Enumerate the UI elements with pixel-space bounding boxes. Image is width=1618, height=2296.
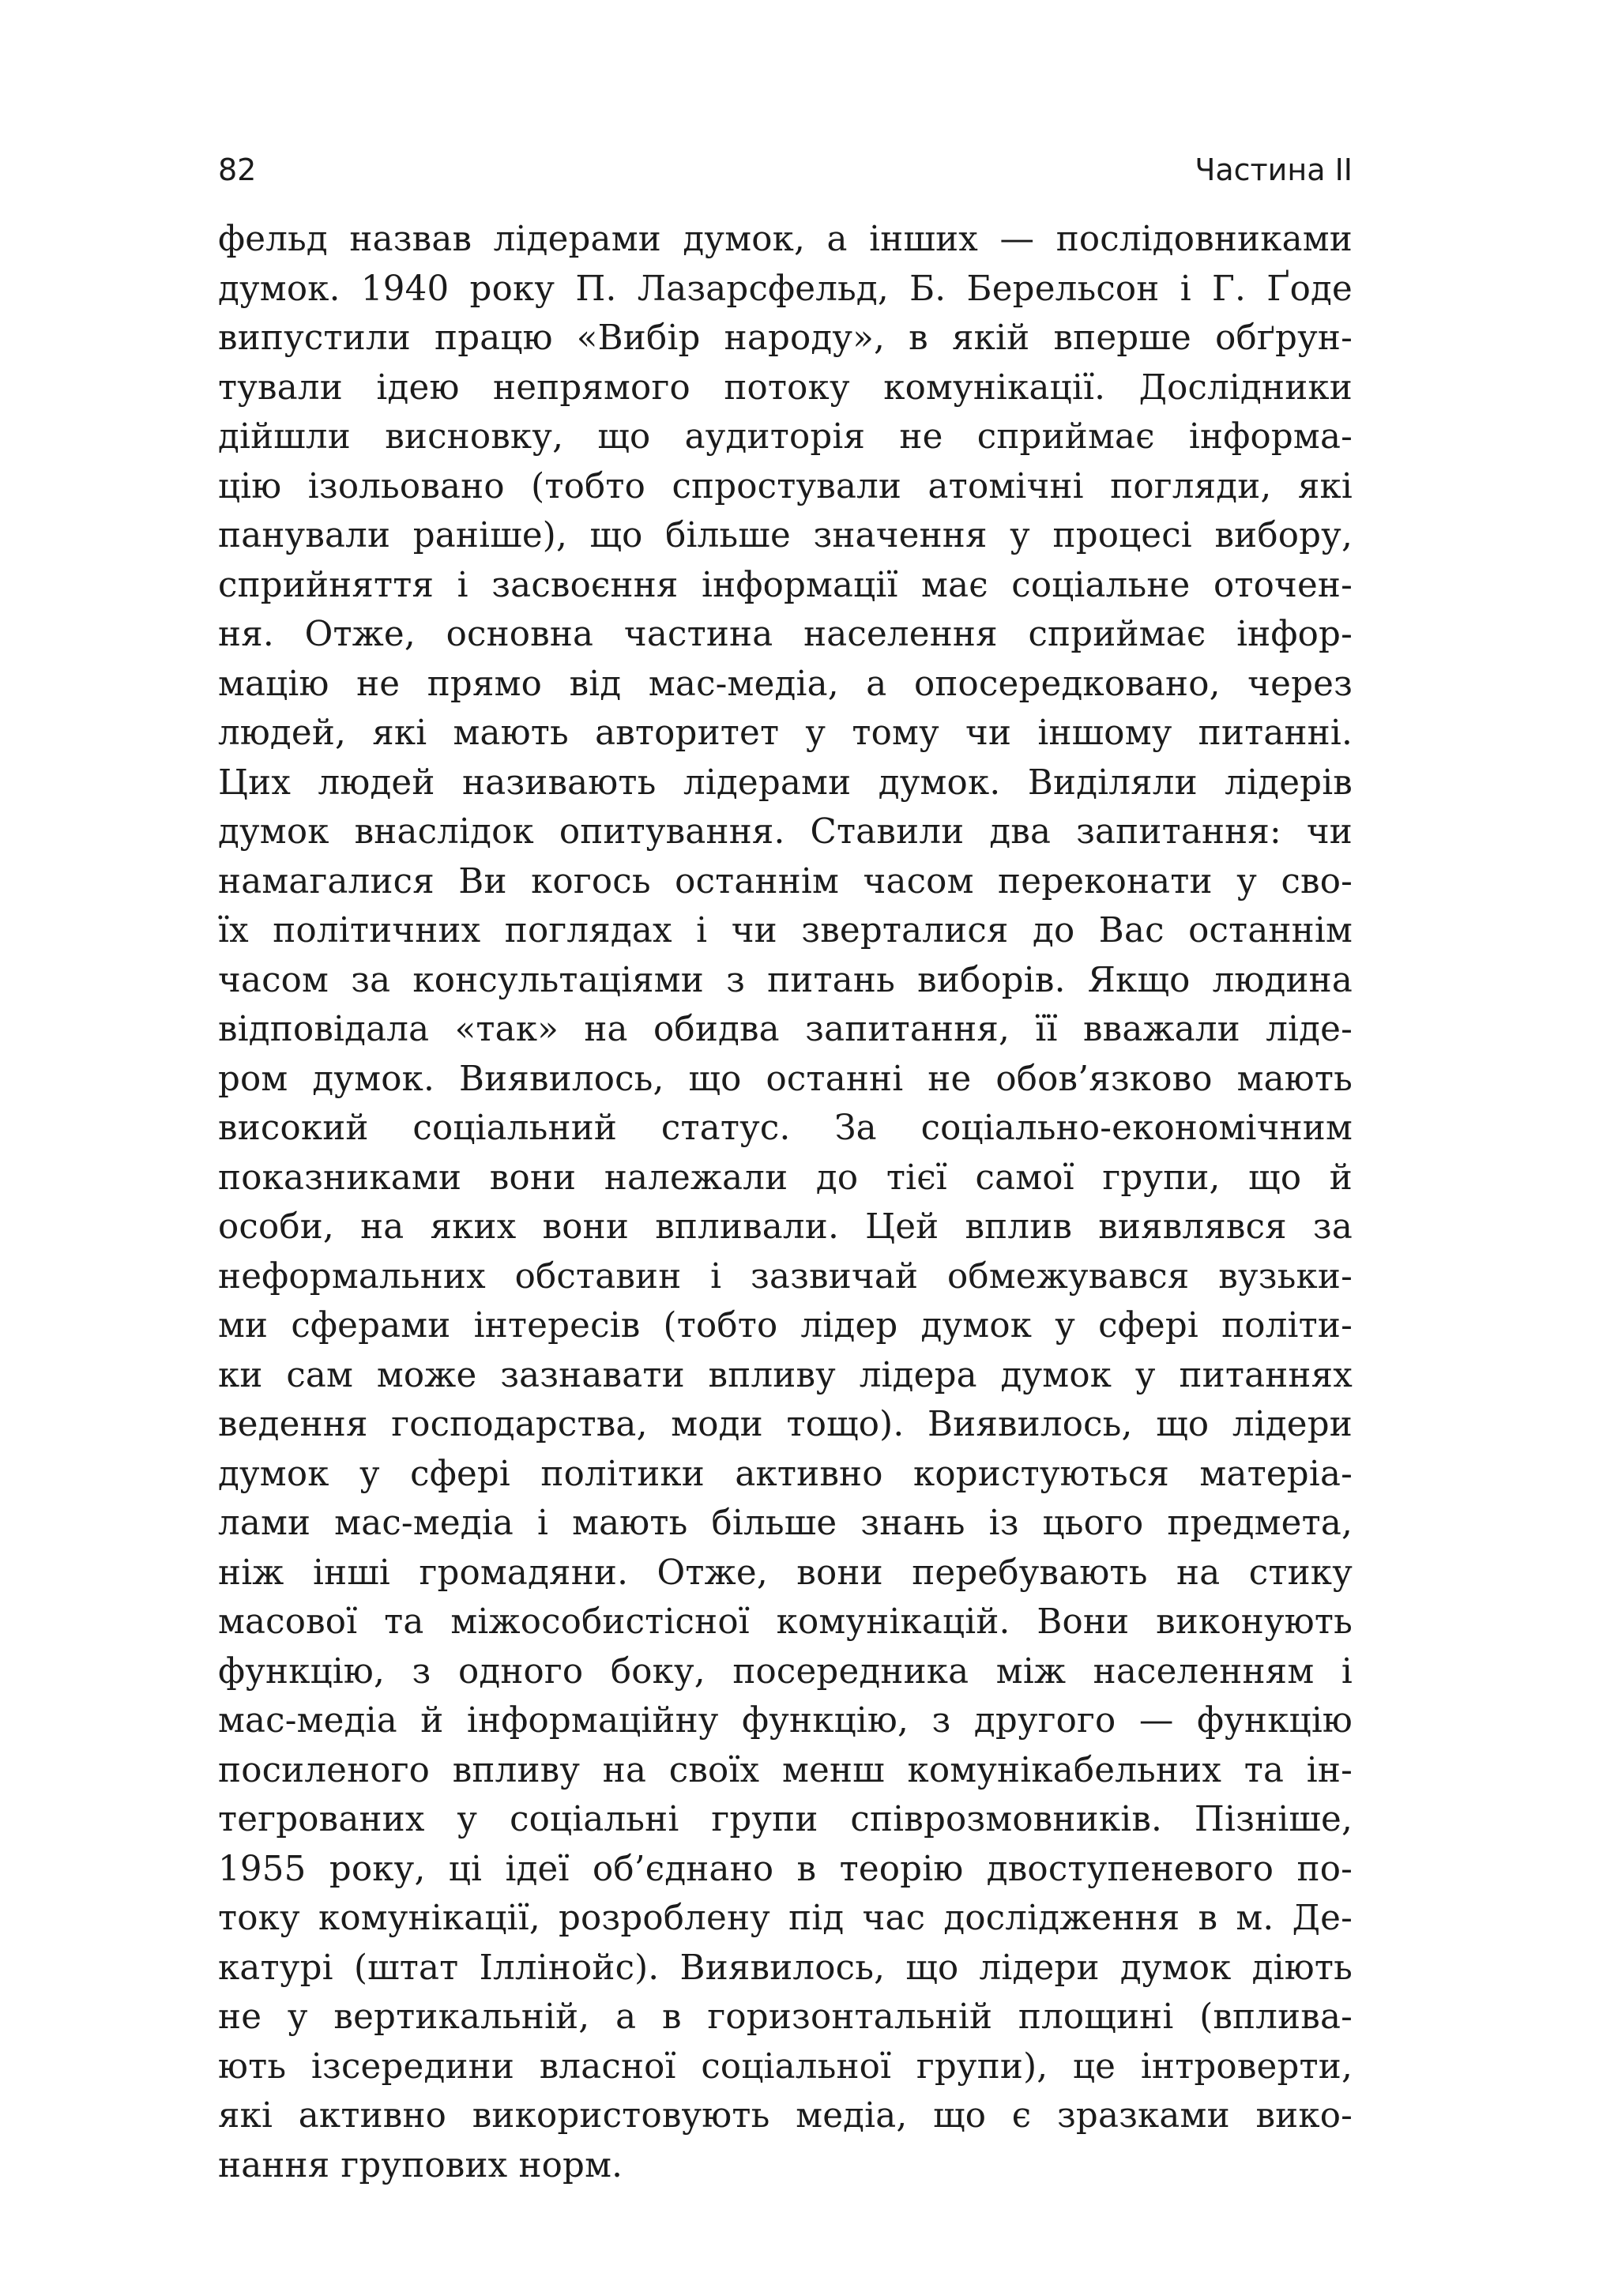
text-line: їх політичних поглядах і чи зверталися до Вас останнім <box>218 911 1353 950</box>
text-line: нання групових норм. <box>218 2145 623 2185</box>
text-line: фельд назвав лідерами думок, а інших — послідовниками <box>218 220 1353 259</box>
text-line: дійшли висновку, що аудиторія не сприймає інформа- <box>218 417 1353 457</box>
text-line: часом за консультаціями з питань виборів. Якщо людина <box>218 960 1353 1000</box>
text-line: катурі (штат Іллінойс). Виявилось, що лідери думок діють <box>218 1948 1353 1988</box>
text-line: показниками вони належали до тієї самої групи, що й <box>218 1157 1353 1198</box>
text-line: посиленого впливу на своїх менш комунікабельних та ін- <box>218 1750 1353 1790</box>
text-line: які активно використовують медіа, що є зразками вико- <box>218 2096 1353 2136</box>
text-line: високий соціальний статус. За соціально-економічним <box>218 1108 1353 1148</box>
text-line: функцію, з одного боку, посередника між населенням і <box>218 1651 1353 1692</box>
text-line: лами мас-медіа і мають більше знань із цього предмета, <box>218 1504 1353 1543</box>
text-line: ють ізсередини власної соціальної групи), це інтроверти, <box>218 2046 1353 2087</box>
section-title: Частина ІІ <box>1195 152 1353 187</box>
text-line: мацію не прямо від мас-медіа, а опосередковано, через <box>218 664 1353 704</box>
body-paragraph <box>218 215 1353 2190</box>
text-line: тегрованих у соціальні групи співрозмовників. Пізніше, <box>218 1800 1353 1839</box>
text-line: масової та міжособистісної комунікацій. Вони виконують <box>218 1602 1353 1642</box>
text-line: ніж інші громадяни. Отже, вони перебувають на стику <box>218 1553 1353 1593</box>
page-number: 82 <box>218 152 257 187</box>
text-line: неформальних обставин і зазвичай обмежувався вузьки- <box>218 1256 1353 1297</box>
text-line: цію ізольовано (тобто спростували атомічні погляди, які <box>218 466 1353 506</box>
text-line: не у вертикальній, а в горизонтальній площині (вплива- <box>218 1997 1353 2037</box>
text-line: особи, на яких вони впливали. Цей вплив виявлявся за <box>218 1207 1353 1247</box>
text-line: відповідала «так» на обидва запитання, її вважали ліде- <box>218 1010 1353 1049</box>
text-line: тували ідею непрямого потоку комунікації. Дослідники <box>218 367 1353 408</box>
running-head <box>218 150 1353 190</box>
text-line: мас-медіа й інформаційну функцію, з другого — функцію <box>218 1701 1353 1741</box>
text-line: току комунікації, розроблену під час дослідження в м. Де- <box>218 1899 1353 1938</box>
text-line: ми сферами інтересів (тобто лідер думок у сфері політи- <box>218 1306 1353 1346</box>
text-line: ки сам може зазнавати впливу лідера думок у питаннях <box>218 1355 1353 1395</box>
text-line: людей, які мають авторитет у тому чи іншому питанні. <box>218 713 1353 753</box>
text-line: Цих людей називають лідерами думок. Виділяли лідерів <box>218 762 1353 803</box>
text-line: ром думок. Виявилось, що останні не обов’язково мають <box>218 1059 1353 1099</box>
text-line: думок внаслідок опитування. Ставили два запитання: чи <box>218 812 1353 852</box>
text-line: сприйняття і засвоєння інформації має соціальне оточен- <box>218 565 1353 605</box>
text-line: ня. Отже, основна частина населення сприймає інфор- <box>218 615 1353 654</box>
text-line: намагалися Ви когось останнім часом переконати у сво- <box>218 861 1353 901</box>
text-line: думок у сфері політики активно користуються матеріа- <box>218 1454 1353 1494</box>
text-line: ведення господарства, моди тощо). Виявилось, що лідери <box>218 1405 1353 1444</box>
text-line: 1955 року, ці ідеї об’єднано в теорію двоступеневого по- <box>218 1849 1353 1889</box>
text-line: думок. 1940 року П. Лазарсфельд, Б. Берельсон і Г. Ґоде <box>218 269 1353 309</box>
text-line: випустили працю «Вибір народу», в якій вперше обґрун- <box>218 318 1353 358</box>
text-line: панували раніше), що більше значення у процесі вибору, <box>218 516 1353 555</box>
